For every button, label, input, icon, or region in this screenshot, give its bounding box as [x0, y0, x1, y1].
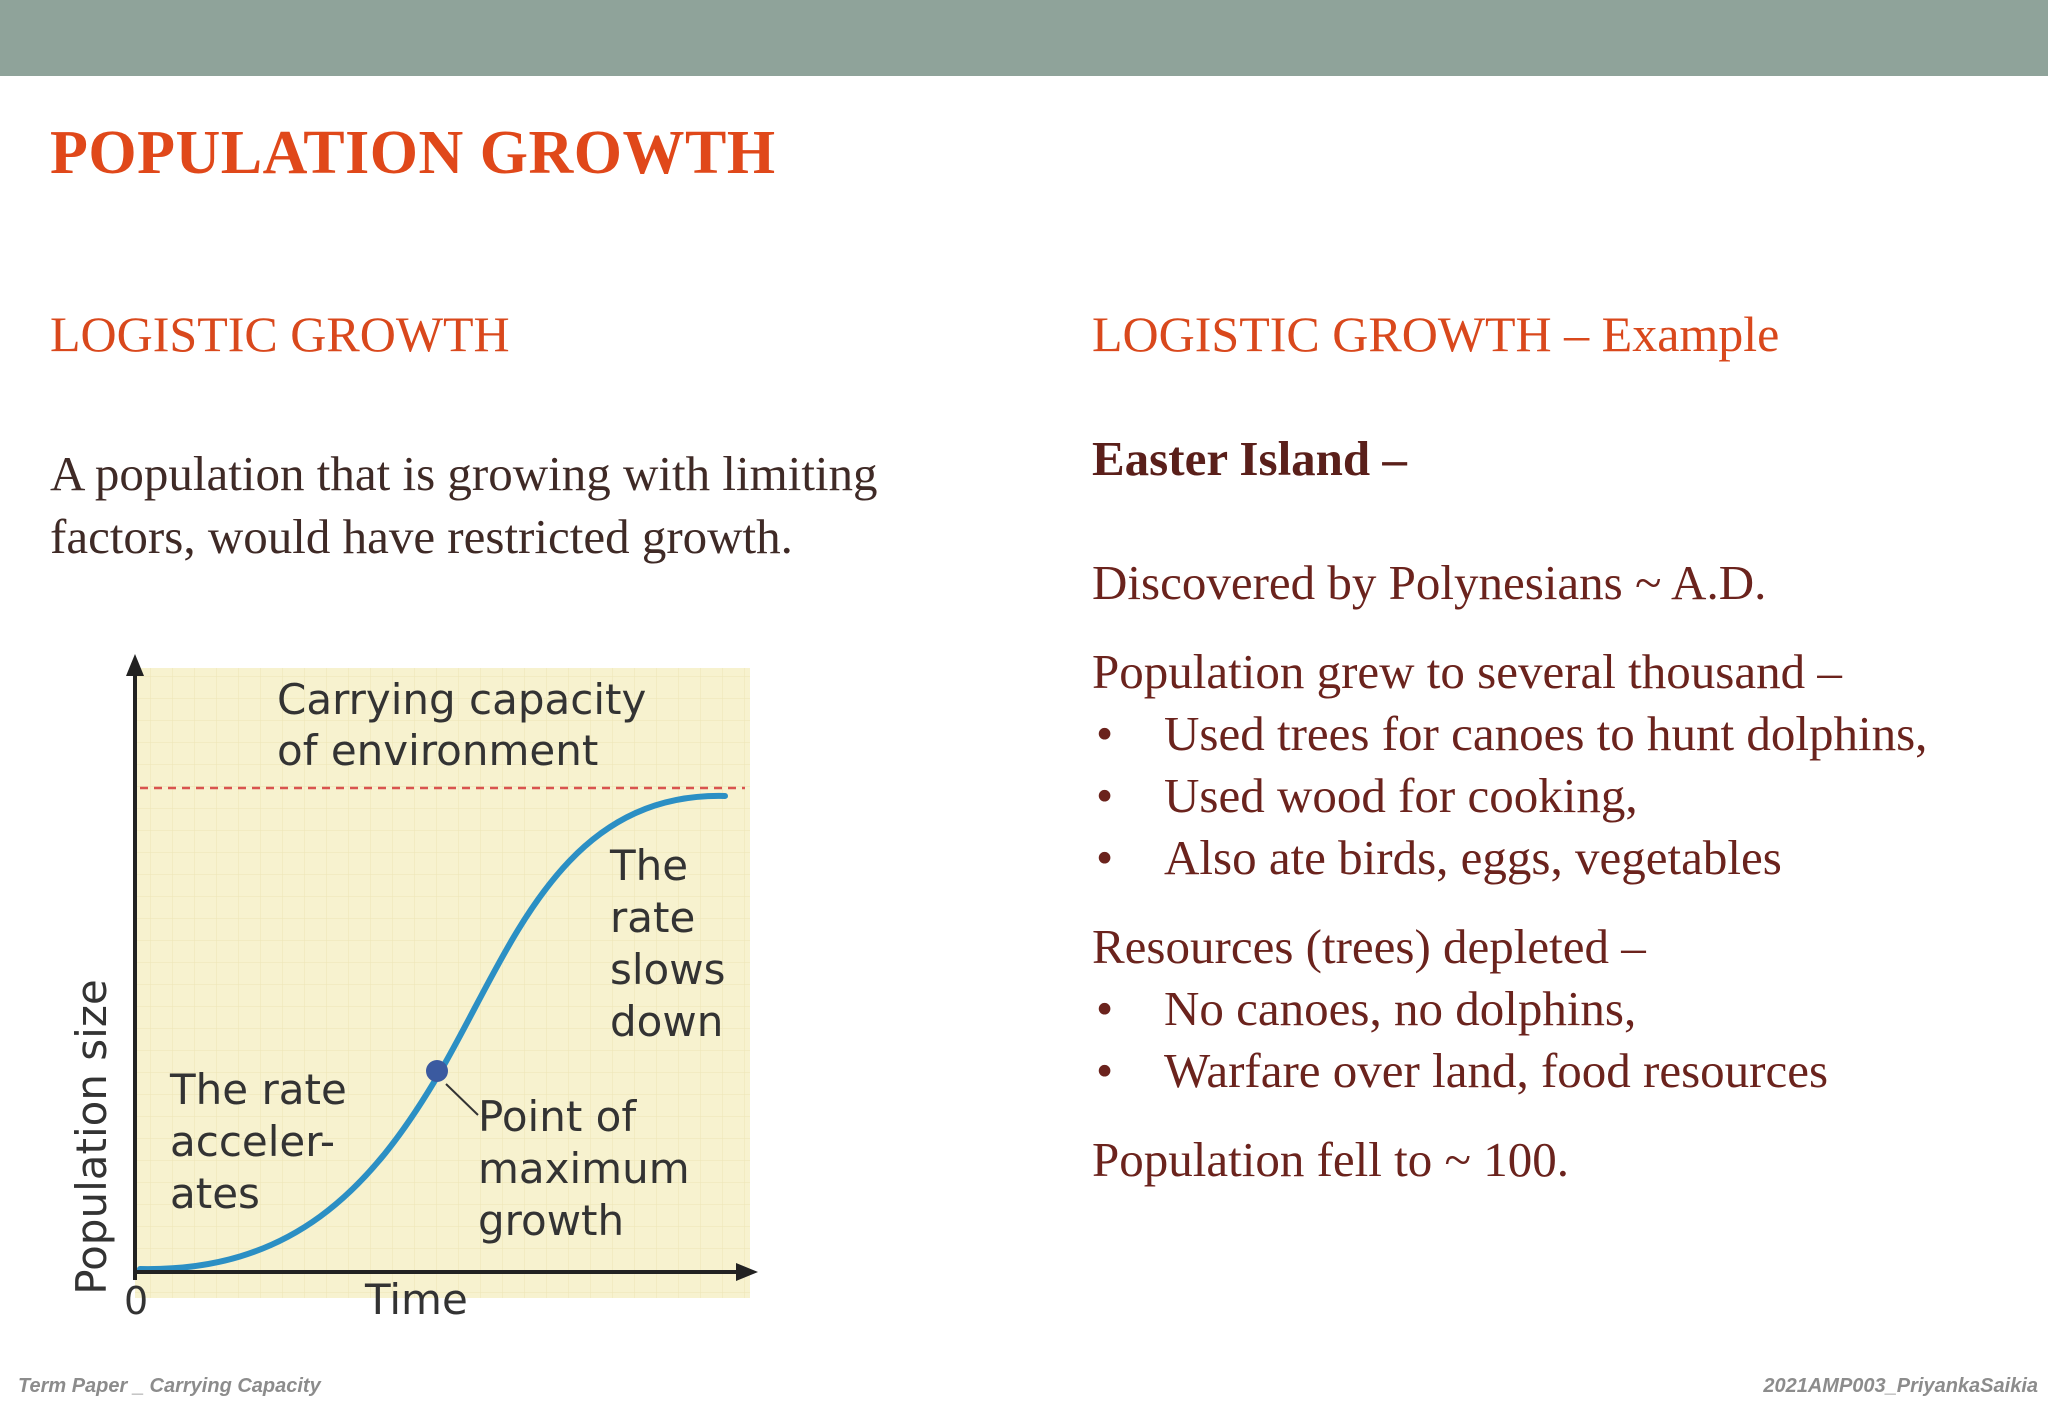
accelerates-label-line-1: The rate [170, 1065, 347, 1114]
x-axis-label: Time [365, 1275, 468, 1322]
list-item [1092, 827, 1982, 889]
logistic-growth-diagram [40, 632, 770, 1322]
accelerates-label-line-3: ates [170, 1169, 260, 1218]
bullet-icon: • [1096, 1043, 1114, 1098]
origin-label: 0 [124, 1279, 149, 1322]
y-axis-arrow [126, 654, 144, 676]
bullet-text: Also ate birds, eggs, vegetables [1164, 830, 1782, 885]
footer-right: 2021AMP003_PriyankaSaikia [1763, 1375, 2038, 1397]
right-subtitle: LOGISTIC GROWTH – Example [1092, 306, 1780, 362]
discovered-text: Discovered by Polynesians ~ A.D. [1092, 555, 1767, 610]
y-axis-label: Population size [67, 979, 116, 1295]
bullet-icon: • [1096, 830, 1114, 885]
bullet-text: Used trees for canoes to hunt dolphins, [1164, 706, 1928, 761]
top-banner [0, 0, 2048, 76]
bullet-icon: • [1096, 768, 1114, 823]
footer-left: Term Paper _ Carrying Capacity [18, 1375, 321, 1397]
list-item [1092, 1040, 1982, 1102]
slows-label-line-3: slows [610, 945, 726, 994]
example-heading: Easter Island – [1092, 431, 1407, 486]
list-item [1092, 978, 1982, 1040]
bullet-text: Warfare over land, food resources [1164, 1043, 1829, 1098]
example-column [1092, 428, 1982, 1191]
bullet-icon: • [1096, 706, 1114, 761]
slows-label-line-4: down [610, 997, 724, 1046]
slows-label-line-2: rate [610, 893, 696, 942]
intro-text: A population that is growing with limiting factors, would have restricted growth. [50, 446, 878, 564]
grew-text: Population grew to several thousand – [1092, 644, 1842, 699]
list-item [1092, 765, 1982, 827]
inflection-label-line-2: maximum [478, 1144, 690, 1193]
accelerates-label-line-2: acceler- [170, 1117, 336, 1166]
capacity-label-line-1: Carrying capacity [277, 675, 647, 724]
resources-text: Resources (trees) depleted – [1092, 919, 1646, 974]
inflection-label-line-3: growth [478, 1196, 625, 1245]
list-item [1092, 703, 1982, 765]
slows-label-line-1: The [610, 841, 689, 890]
left-subtitle: LOGISTIC GROWTH [50, 306, 510, 362]
grew-bullet-list [1092, 703, 1982, 889]
capacity-label-line-2: of environment [277, 726, 599, 775]
bullet-text: Used wood for cooking, [1164, 768, 1638, 823]
bullet-icon: • [1096, 981, 1114, 1036]
resources-bullet-list [1092, 978, 1982, 1102]
fell-text: Population fell to ~ 100. [1092, 1132, 1570, 1187]
bullet-text: No canoes, no dolphins, [1164, 981, 1637, 1036]
inflection-label-line-1: Point of [478, 1092, 637, 1141]
inflection-point [426, 1060, 448, 1082]
slide-title: POPULATION GROWTH [50, 119, 776, 187]
logistic-curve-svg [40, 632, 770, 1322]
